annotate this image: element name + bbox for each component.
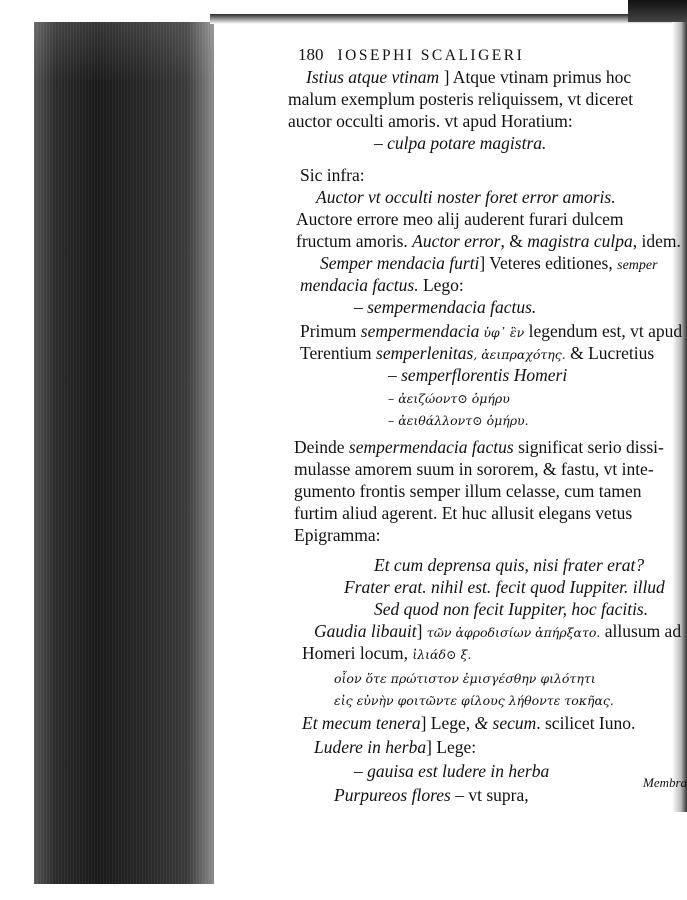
text-block [288, 44, 683, 864]
text-line [300, 274, 464, 296]
text-run: Primum [300, 321, 361, 341]
text-run: Et mecum tenera [302, 713, 421, 733]
text-run: Sed quod non fecit Iuppiter, hoc facitis. [374, 599, 649, 619]
text-line [288, 110, 573, 132]
text-line [294, 524, 381, 546]
text-run: semperlenitas [376, 343, 474, 363]
running-head [298, 44, 524, 67]
text-line [296, 208, 623, 230]
text-line [294, 458, 654, 480]
text-run: Istius atque vtinam [306, 67, 440, 87]
text-line [302, 642, 471, 666]
text-run: Ludere in herba [314, 737, 427, 757]
text-run: Lego: [418, 275, 464, 295]
text-line [388, 364, 567, 386]
text-run: , idem. [632, 231, 681, 251]
text-line [334, 666, 596, 690]
text-run: Frater erat. nihil est. fecit quod Iuppiter. illud [344, 577, 665, 597]
text-run: & secum [474, 713, 537, 733]
text-run: – sempermendacia factus. [354, 297, 537, 317]
text-run: – ἀειζώοντ⊙ ὁμήρυ [388, 391, 510, 406]
text-run: gumento frontis semper illum celasse, cum tamen [294, 481, 642, 501]
text-run: auctor occulti amoris. vt apud Horatium: [288, 111, 573, 131]
text-run: furtim aliud agerent. Et huc allusit elegans vetus [294, 503, 633, 523]
text-line [300, 164, 365, 186]
text-run: ὑφ᾽ ἓν [479, 325, 525, 340]
catchword: Membra [643, 775, 687, 790]
text-line [300, 320, 682, 344]
text-line [374, 132, 546, 154]
text-line [354, 760, 549, 782]
text-run: Terentium [300, 343, 377, 363]
text-run: & Lucretius [565, 343, 655, 363]
text-run: legendum est, vt apud [524, 321, 683, 341]
text-line [388, 386, 510, 410]
text-run: sempermendacia factus [348, 437, 514, 457]
text-run: ] Veteres editiones, [479, 253, 618, 273]
text-line [306, 66, 631, 88]
text-run: – semperflorentis Homeri [388, 365, 568, 385]
text-line [344, 576, 665, 598]
text-run: Epigramma: [294, 525, 381, 545]
text-line [354, 296, 536, 318]
text-run: Gaudia libauit [314, 621, 417, 641]
text-run: Auctor error [412, 231, 501, 251]
text-run: significat serio dissi- [513, 437, 664, 457]
text-run: Sic infra: [300, 165, 365, 185]
text-run: sempermendacia [360, 321, 480, 341]
text-run: magistra culpa [527, 231, 633, 251]
text-line [294, 502, 632, 524]
text-run: fructum amoris. [296, 231, 413, 251]
text-run: – ἀειθάλλοντ⊙ ὁμήρυ. [388, 413, 529, 428]
text-run: – culpa potare magistra. [374, 133, 547, 153]
text-run: , & [500, 231, 528, 251]
text-line [316, 186, 616, 208]
text-line [314, 736, 476, 758]
text-line [374, 554, 644, 576]
text-run: εἰς εὐνὴν φοιτῶντε φίλους λήθοντε τοκῆας. [334, 693, 614, 708]
text-line [288, 88, 633, 110]
text-line [334, 688, 614, 712]
text-run: Homeri locum, [302, 643, 413, 663]
text-run: allusum ad [600, 621, 682, 641]
text-run: οἷον ὅτε πρώτιστον ἐμισγέσθην φιλότητι [334, 671, 596, 686]
text-run: ἰλιάδ⊙ ξ. [412, 647, 472, 662]
text-run: mendacia factus. [300, 275, 419, 295]
text-run: malum exemplum posteris reliquissem, vt diceret [288, 89, 634, 109]
text-line [334, 784, 529, 806]
page-top-shadow [210, 14, 687, 24]
text-line [296, 230, 681, 252]
text-line [388, 408, 529, 432]
text-line [302, 712, 635, 734]
text-run: Deinde [294, 437, 349, 457]
text-run: Semper mendacia furti [320, 253, 480, 273]
text-run: . scilicet Iuno. [536, 713, 636, 733]
text-run: Et cum deprensa quis, nisi frater erat? [374, 555, 645, 575]
text-line [294, 436, 664, 458]
text-run: τῶν ἀφροδισίων ἀπήρξατο. [426, 625, 601, 640]
text-run: ] [416, 621, 427, 641]
running-title: IOSEPHI SCALIGERI [337, 47, 525, 64]
text-run: ] Atque vtinam primus hoc [439, 67, 632, 87]
text-run: Purpureos flores [334, 785, 451, 805]
page-number: 180 [298, 45, 324, 64]
text-line [300, 342, 654, 366]
text-line [374, 598, 648, 620]
text-run: Auctor vt occulti noster foret error amoris. [316, 187, 616, 207]
text-run: Auctore errore meo alij auderent furari dulcem [296, 209, 624, 229]
text-run: ] Lege: [426, 737, 477, 757]
text-run: , ἀειπραχότης. [473, 347, 566, 362]
text-run: mulasse amorem suum in sororem, & fastu, vt inte- [294, 459, 654, 479]
text-run: ] Lege, [420, 713, 475, 733]
text-run: semper [617, 258, 658, 273]
text-line [314, 620, 681, 644]
page-corner-shadow [628, 0, 687, 22]
text-line [294, 480, 641, 502]
book-fore-edge [34, 22, 214, 884]
text-run: – vt supra, [450, 785, 529, 805]
text-run: – gauisa est ludere in herba [354, 761, 550, 781]
